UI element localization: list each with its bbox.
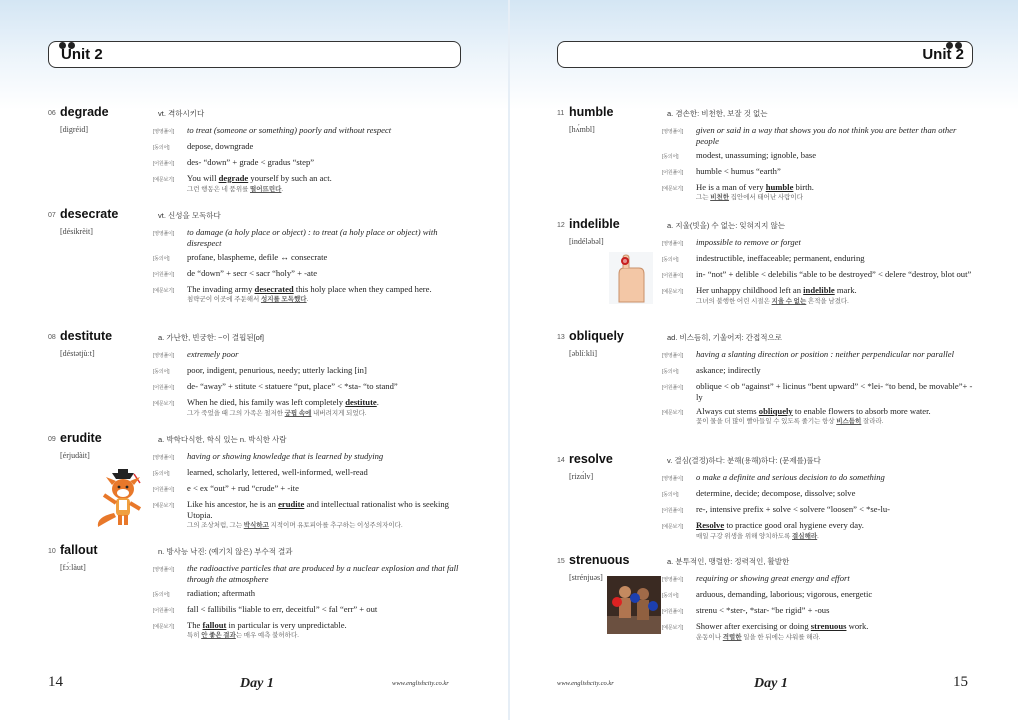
page-number: 14 (48, 674, 63, 690)
example-post: birth. (793, 181, 814, 192)
korean-post: . (817, 532, 819, 540)
korean-pre: 꽃이 물을 더 많이 빨아들일 수 있도록 줄기는 항상 (696, 418, 837, 425)
example-row (662, 406, 977, 427)
headword: indelible (569, 217, 620, 231)
example-text (187, 284, 468, 305)
etymology-row (153, 157, 468, 170)
synonym-text: learned, scholarly, lettered, well-informed, well-read (187, 467, 368, 477)
etymology-row (662, 381, 977, 402)
entry-number: 14 (557, 457, 565, 464)
headword: humble (569, 105, 614, 119)
synonym-label: [동의어] (662, 492, 679, 498)
korean-translation (187, 409, 468, 418)
korean-translation (187, 631, 468, 640)
korean-keyword: 떨어뜨린다 (250, 185, 282, 193)
korean-translation (696, 633, 977, 642)
etymology-text: strenu < *ster-, *star- “be rigid” + -ous (696, 605, 830, 615)
example-keyword: desecrated (254, 283, 294, 294)
day-label: Day 1 (754, 676, 788, 691)
korean-pre: 침략군이 이곳에 주둔해서 (187, 296, 261, 303)
entry-headline (48, 207, 468, 225)
etymology-label: [어원풀이] (662, 385, 683, 391)
etymology-row (662, 166, 977, 179)
korean-keyword: 지울 수 없는 (771, 297, 807, 305)
synonym-text: arduous, demanding, laborious; vigorous, energetic (696, 589, 873, 599)
example-pre: He is a man of very (696, 181, 766, 192)
entry-headline (48, 543, 468, 561)
example-pre: The (187, 619, 203, 630)
example-text (696, 182, 977, 203)
korean-post: . (306, 296, 309, 303)
boxing-match-illustration (607, 576, 661, 634)
headword: erudite (60, 431, 102, 445)
korean-post: 일을 한 뒤에는 샤워를 해라. (741, 633, 821, 641)
example-text (187, 620, 468, 641)
headword: resolve (569, 452, 613, 466)
definition-text: having or showing knowledge that is learned by studying (187, 451, 384, 461)
korean-post: . (281, 185, 284, 193)
korean-translation (187, 521, 468, 530)
header-dots (946, 36, 968, 44)
korean-post: 내버려지게 되었다. (311, 409, 367, 417)
definition-row (153, 563, 468, 584)
example-row (662, 285, 977, 306)
hand-stain-illustration (609, 252, 653, 304)
synonym-row (662, 365, 977, 378)
example-post: work. (846, 621, 869, 631)
part-of-speech-korean: v. 결심(결정)하다: 분해(용해)하다: (문제를)풀다 (667, 456, 821, 465)
korean-pre: 그가 죽었을 때 그의 가족은 철저한 (187, 409, 285, 417)
example-label: [예문보기] (662, 524, 683, 530)
korean-pre: 운동이나 (696, 633, 723, 641)
definition-label: [영영풀이] (662, 353, 683, 359)
definition-text: extremely poor (187, 349, 239, 359)
definition-text: given or said in a way that shows you do not think you are better than other people (696, 125, 957, 146)
korean-translation (187, 295, 468, 304)
pronunciation: [érjudàit] (60, 451, 90, 460)
definition-label: [영영풀이] (662, 129, 683, 135)
header-dots (59, 36, 81, 44)
right-page (509, 0, 1018, 720)
synonym-label: [동의어] (662, 593, 679, 599)
etymology-text: de- “away” + stitute < statuere “put, place” < *sta- “to stand” (187, 381, 398, 391)
part-of-speech-korean: ad. 비스듬히, 기울어져: 간접적으로 (667, 333, 783, 342)
entry-obliquely (557, 329, 977, 430)
entry-headline (557, 452, 977, 470)
synonym-row (662, 150, 977, 163)
synonym-row (153, 588, 468, 601)
korean-pre: 그는 (696, 194, 711, 201)
definition-label: [영영풀이] (153, 455, 174, 461)
entry-number: 08 (48, 334, 56, 341)
synonym-text: profane, blaspheme, defile ↔ consecrate (187, 251, 328, 262)
example-label: [예문보기] (153, 287, 174, 294)
synonym-text: indestructible, ineffaceable; permanent, enduring (696, 253, 865, 263)
example-label: [예문보기] (662, 625, 683, 631)
example-post: to enable flowers to absorb more water. (792, 405, 931, 416)
example-text (187, 173, 468, 194)
korean-keyword: 안 좋은 결과 (201, 632, 236, 639)
etymology-label: [어원풀이] (153, 487, 174, 493)
entry-headline (557, 217, 977, 235)
synonym-text: askance; indirectly (696, 365, 761, 375)
korean-translation (696, 193, 977, 202)
synonym-row (153, 141, 468, 154)
example-keyword: fallout (202, 619, 227, 630)
synonym-label: [동의어] (153, 145, 170, 151)
etymology-text: re-, intensive prefix + solve < solvere “loosen” < *se-lu- (696, 504, 890, 514)
etymology-row (153, 483, 468, 496)
synonym-text: modest, unassuming; ignoble, base (696, 149, 817, 160)
page-number: 15 (953, 674, 968, 690)
example-keyword: Resolve (696, 520, 725, 530)
definition-label: [영영풀이] (662, 241, 683, 247)
example-text (696, 406, 977, 427)
korean-keyword: 성지를 모독했다 (260, 296, 307, 303)
part-of-speech-korean: a. 박학다식한, 학식 있는 n. 박식한 사람 (158, 435, 287, 444)
korean-post: 집안에서 태어난 사람이다 (729, 194, 803, 201)
definition-text: requiring or showing great energy and effort (696, 573, 850, 583)
korean-pre: 그의 조상처럼, 그는 (187, 522, 244, 529)
example-pre: The invading army (187, 283, 255, 294)
example-keyword: indelible (803, 285, 835, 295)
definition-label: [영영풀이] (153, 231, 174, 237)
pronunciation: [hʌ́mbl] (569, 125, 595, 134)
etymology-label: [어원풀이] (662, 169, 683, 176)
example-text (696, 285, 977, 306)
pronunciation: [indéləbəl] (569, 237, 604, 246)
korean-keyword: 격렬한 (722, 633, 742, 641)
pronunciation: [əblíːkli] (569, 349, 597, 358)
example-post: to practice good oral hygiene every day. (724, 520, 864, 530)
entry-number: 13 (557, 334, 565, 341)
definition-text: o make a definite and serious decision to do something (696, 472, 885, 482)
etymology-text: e < ex “out” + rud “crude” + -ite (187, 483, 299, 493)
synonym-text: depose, downgrade (187, 141, 254, 151)
headword: strenuous (569, 553, 630, 567)
entry-degrade (48, 105, 468, 197)
korean-post: 는 매우 예측 불허하다. (235, 632, 299, 639)
etymology-text: fall < fallibilis “liable to err, deceitful” < fal “err” + out (187, 603, 378, 614)
definition-label: [영영풀이] (662, 476, 683, 482)
korean-post: 흔적을 남겼다. (806, 297, 849, 305)
definition-row (662, 472, 977, 485)
part-of-speech-korean: a. 겸손한: 비천한, 보잘 것 없는 (667, 109, 768, 118)
headword: desecrate (60, 207, 119, 221)
example-row (153, 173, 468, 194)
etymology-text: des- “down” + grade < gradus “step” (187, 157, 315, 167)
korean-post: 잘라라. (861, 418, 884, 425)
example-row (153, 284, 468, 305)
definition-text: to damage (a holy place or object) : to treat (a holy place or object) with disrespect (187, 227, 438, 248)
headword: obliquely (569, 329, 624, 343)
definition-label: [영영풀이] (153, 129, 174, 135)
synonym-label: [동의어] (153, 471, 170, 477)
definition-label: [영영풀이] (153, 353, 174, 359)
pronunciation: [fɔ́ːlàut] (60, 563, 86, 572)
synonym-row (153, 252, 468, 265)
fox-scholar-illustration (90, 465, 150, 529)
synonym-label: [동의어] (153, 591, 170, 598)
etymology-label: [어원풀이] (153, 161, 174, 167)
entry-headline (48, 431, 468, 449)
example-row (153, 397, 468, 418)
part-of-speech-korean: a. 지울(빗을) 수 없는: 잊혀지지 않는 (667, 221, 785, 230)
entry-destitute (48, 329, 468, 421)
synonym-text: radiation; aftermath (187, 587, 256, 598)
day-label: Day 1 (240, 676, 274, 691)
pronunciation: [strénjuəs] (569, 573, 603, 582)
entry-headline (48, 105, 468, 123)
definition-row (662, 237, 977, 250)
example-keyword: strenuous (810, 621, 847, 631)
definition-row (662, 573, 977, 586)
example-pre: Like his ancestor, he is an (187, 499, 279, 509)
synonym-label: [동의어] (662, 153, 679, 160)
entry-fallout (48, 543, 468, 644)
part-of-speech-korean: vt. 격하시키다 (158, 109, 205, 118)
korean-translation (187, 185, 468, 194)
korean-translation (696, 417, 977, 426)
entry-humble (557, 105, 977, 206)
pronunciation: [rizɑ́lv] (569, 472, 594, 481)
example-row (662, 621, 977, 642)
entry-number: 09 (48, 436, 56, 443)
korean-translation (696, 297, 977, 306)
entry-number: 06 (48, 110, 56, 117)
etymology-label: [어원풀이] (662, 609, 683, 615)
korean-keyword: 비천한 (710, 194, 730, 201)
synonym-label: [동의어] (153, 255, 170, 262)
definition-row (153, 349, 468, 362)
entry-headline (48, 329, 468, 347)
pronunciation: [déstətjùːt] (60, 349, 95, 358)
synonym-row (662, 488, 977, 501)
unit-title: Unit 2 (61, 46, 103, 63)
synonym-row (153, 467, 468, 480)
korean-pre: 그녀의 불행한 어린 시절은 (696, 297, 772, 305)
synonym-label: [동의어] (153, 369, 170, 375)
example-pre: Shower after exercising or doing (696, 621, 811, 631)
example-post: yourself by such an act. (248, 173, 332, 183)
synonym-row (662, 589, 977, 602)
pronunciation: [digréid] (60, 125, 88, 134)
korean-keyword: 궁핍 속에 (284, 409, 312, 417)
example-row (153, 499, 468, 530)
example-post: this holy place when they camped here. (293, 283, 432, 294)
example-label: [예문보기] (662, 185, 683, 192)
definition-row (153, 451, 468, 464)
definition-text: to treat (someone or something) poorly and without respect (187, 125, 392, 135)
pronunciation: [désikrèit] (60, 227, 93, 236)
korean-pre: 특히 (187, 632, 202, 639)
example-keyword: humble (765, 181, 794, 192)
headword: degrade (60, 105, 109, 119)
example-keyword: destitute (345, 397, 377, 407)
synonym-label: [동의어] (662, 257, 679, 263)
part-of-speech-korean: n. 방사능 낙진: (예기치 않은) 부수적 결과 (158, 547, 293, 556)
synonym-label: [동의어] (662, 369, 679, 375)
example-text (187, 397, 468, 418)
etymology-text: in- “not” + delible < delebilis “able to be destroyed” < delere “destroy, blot out” (696, 269, 972, 279)
definition-text: impossible to remove or forget (696, 237, 801, 247)
example-row (662, 520, 977, 541)
site-url: www.englishcity.co.kr (392, 680, 449, 687)
headword: fallout (60, 543, 98, 557)
etymology-row (662, 605, 977, 618)
definition-text: having a slanting direction or position : neither perpendicular nor parallel (696, 349, 954, 359)
example-pre: You will (187, 173, 219, 183)
example-label: [예문보기] (153, 177, 174, 183)
example-post: and intellectual rationalist who is seeking Utopia. (187, 499, 449, 520)
etymology-row (662, 269, 977, 282)
example-label: [예문보기] (153, 401, 174, 407)
entry-number: 11 (557, 110, 565, 117)
korean-pre: 매일 구강 위생을 위해 양치하도록 (696, 532, 793, 540)
example-text (696, 621, 977, 642)
entry-desecrate (48, 207, 468, 308)
etymology-label: [어원풀이] (153, 385, 174, 391)
example-row (662, 182, 977, 203)
definition-row (153, 227, 468, 248)
part-of-speech-korean: a. 가난한, 빈궁한: ~이 결핍된[of] (158, 333, 265, 342)
example-label: [예문보기] (662, 409, 683, 416)
example-keyword: obliquely (758, 405, 793, 416)
definition-label: [영영풀이] (662, 577, 683, 583)
example-pre: Her unhappy childhood left an (696, 285, 804, 295)
korean-post: 지적이며 유토피아를 추구하는 이성주의자이다. (268, 522, 403, 529)
korean-keyword: 박식하고 (243, 522, 269, 529)
definition-text: the radioactive particles that are produced by a nuclear explosion and that fall through the atmosphere (187, 563, 459, 584)
etymology-label: [어원풀이] (153, 271, 174, 278)
entry-number: 12 (557, 222, 565, 229)
etymology-row (153, 268, 468, 281)
etymology-label: [어원풀이] (153, 607, 174, 614)
korean-keyword: 결심해라 (792, 532, 818, 540)
etymology-text: de “down” + secr < sacr “holy” + -ate (187, 267, 318, 278)
synonym-text: determine, decide; decompose, dissolve; solve (696, 488, 856, 498)
headword: destitute (60, 329, 113, 343)
etymology-row (153, 381, 468, 394)
example-pre: Always cut stems (696, 405, 759, 416)
example-post: in particular is very unpredictable. (226, 619, 347, 630)
example-keyword: degrade (218, 173, 249, 183)
entry-number: 07 (48, 212, 56, 219)
etymology-row (153, 604, 468, 617)
etymology-text: oblique < ob “against” + licinus “bent upward” < *lei- “to bend, be movable”+ -ly (696, 381, 973, 402)
synonym-text: poor, indigent, penurious, needy; utterly lacking [in] (187, 365, 367, 375)
definition-row (662, 125, 977, 146)
example-pre: When he died, his family was left completely (187, 397, 346, 407)
entry-resolve (557, 452, 977, 544)
entry-number: 15 (557, 558, 565, 565)
korean-keyword: 비스듬히 (836, 418, 862, 425)
definition-row (153, 125, 468, 138)
unit-title: Unit 2 (922, 46, 964, 63)
entry-headline (557, 105, 977, 123)
unit-header-bar (48, 41, 461, 68)
example-post: mark. (834, 285, 857, 295)
example-text (696, 520, 977, 541)
part-of-speech-korean: a. 분투적인, 맹렬한: 정력적인, 활발한 (667, 557, 790, 566)
etymology-label: [어원풀이] (662, 508, 683, 514)
entry-number: 10 (48, 548, 56, 555)
etymology-row (662, 504, 977, 517)
synonym-row (153, 365, 468, 378)
synonym-row (662, 253, 977, 266)
example-label: [예문보기] (153, 623, 174, 630)
korean-pre: 그런 행동은 네 품위를 (187, 185, 251, 193)
example-row (153, 620, 468, 641)
etymology-label: [어원풀이] (662, 273, 683, 279)
example-post: . (376, 397, 379, 407)
entry-headline (557, 553, 977, 571)
definition-label: [영영풀이] (153, 567, 174, 573)
etymology-text: humble < humus “earth” (696, 165, 781, 176)
definition-row (662, 349, 977, 362)
part-of-speech-korean: vt. 신성을 모독하다 (158, 211, 221, 220)
example-keyword: erudite (278, 499, 305, 509)
site-url: www.englishcity.co.kr (557, 680, 614, 687)
example-label: [예문보기] (662, 289, 683, 295)
unit-header-bar (557, 41, 973, 68)
korean-translation (696, 532, 977, 541)
entry-headline (557, 329, 977, 347)
example-text (187, 499, 468, 530)
example-label: [예문보기] (153, 503, 174, 509)
